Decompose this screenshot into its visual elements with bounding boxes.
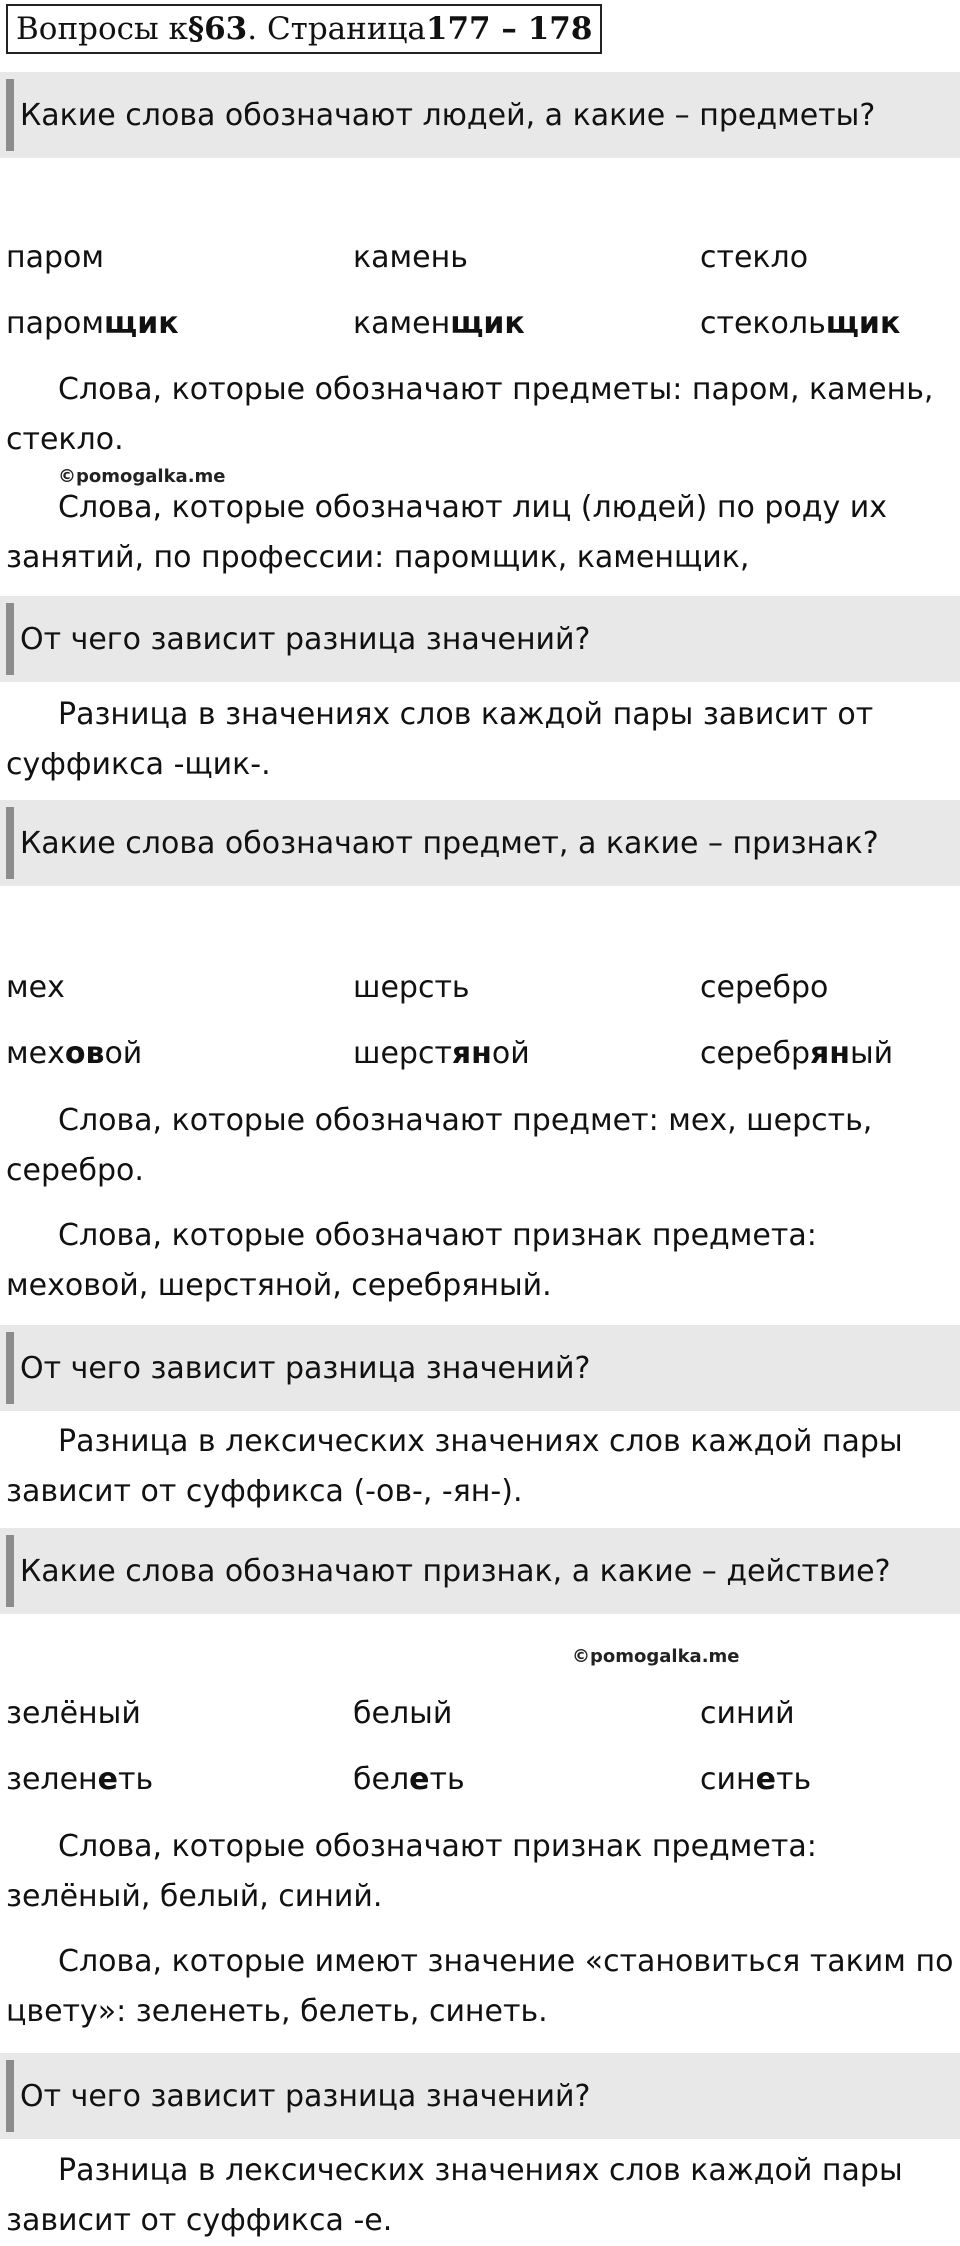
answer-paragraph: Разница в значениях слов каждой пары зависит от суффикса -щик-. — [6, 697, 874, 782]
word: паромщик — [6, 306, 179, 341]
word: белый — [353, 1696, 453, 1731]
word: синеть — [700, 1762, 812, 1797]
word: меховой — [6, 1036, 143, 1071]
word: камень — [353, 240, 468, 275]
question-bar — [0, 596, 960, 682]
word: белеть — [353, 1762, 465, 1797]
answer-paragraph: Слова, которые обозначают лиц (людей) по роду их занятий, по профессии: паромщик, каменщик, — [6, 490, 888, 575]
question-bar — [0, 800, 960, 886]
word-row-base — [6, 1691, 956, 1737]
word: серебро — [700, 970, 829, 1005]
page-title — [6, 4, 602, 54]
word-row-derived — [6, 301, 956, 347]
answer-paragraph: Слова, которые обозначают признак предмета: меховой, шерстяной, серебряный. — [6, 1218, 817, 1303]
word: стекло — [700, 240, 809, 275]
question-text: Какие слова обозначают людей, а какие – предметы? — [20, 97, 876, 133]
title-mid: . Страница — [247, 11, 426, 47]
word: шерсть — [353, 970, 470, 1005]
word: синий — [700, 1696, 795, 1731]
word: каменщик — [353, 306, 525, 341]
answer-paragraph: Слова, которые имеют значение «становиться таким по цвету»: зеленеть, белеть, синеть. — [6, 1944, 954, 2029]
word-row-base — [6, 235, 956, 281]
word: зелёный — [6, 1696, 141, 1731]
word: мех — [6, 970, 65, 1005]
question-text: От чего зависит разница значений? — [20, 621, 591, 657]
question-bar — [0, 1325, 960, 1411]
word: серебряный — [700, 1036, 894, 1071]
watermark: ©pomogalka.me — [572, 1646, 740, 1667]
word-row-derived — [6, 1031, 956, 1077]
answer-paragraph: Слова, которые обозначают предметы: паром, камень, стекло. — [6, 372, 934, 457]
title-section: §63 — [187, 11, 248, 47]
watermark: ©pomogalka.me — [58, 466, 226, 487]
word: зеленеть — [6, 1762, 154, 1797]
question-text: От чего зависит разница значений? — [20, 2078, 591, 2114]
title-pages: 177 – 178 — [425, 11, 593, 47]
word: шерстяной — [353, 1036, 530, 1071]
question-bar — [0, 1528, 960, 1614]
question-bar — [0, 2053, 960, 2139]
answer-paragraph: Разница в лексических значениях слов каждой пары зависит от суффикса (-ов-, -ян-). — [6, 1424, 903, 1509]
answer-paragraph: Слова, которые обозначают признак предмета: зелёный, белый, синий. — [6, 1829, 817, 1914]
question-text: От чего зависит разница значений? — [20, 1350, 591, 1386]
word: стекольщик — [700, 306, 901, 341]
answer-paragraph: Слова, которые обозначают предмет: мех, шерсть, серебро. — [6, 1103, 873, 1188]
word: паром — [6, 240, 105, 275]
question-text: Какие слова обозначают предмет, а какие – признак? — [20, 825, 879, 861]
title-prefix: Вопросы к — [16, 11, 188, 47]
answer-paragraph: Разница в лексических значениях слов каждой пары зависит от суффикса -е. — [6, 2153, 903, 2238]
question-text: Какие слова обозначают признак, а какие – действие? — [20, 1553, 891, 1589]
question-bar — [0, 72, 960, 158]
word-row-base — [6, 965, 956, 1011]
word-row-derived — [6, 1757, 956, 1803]
